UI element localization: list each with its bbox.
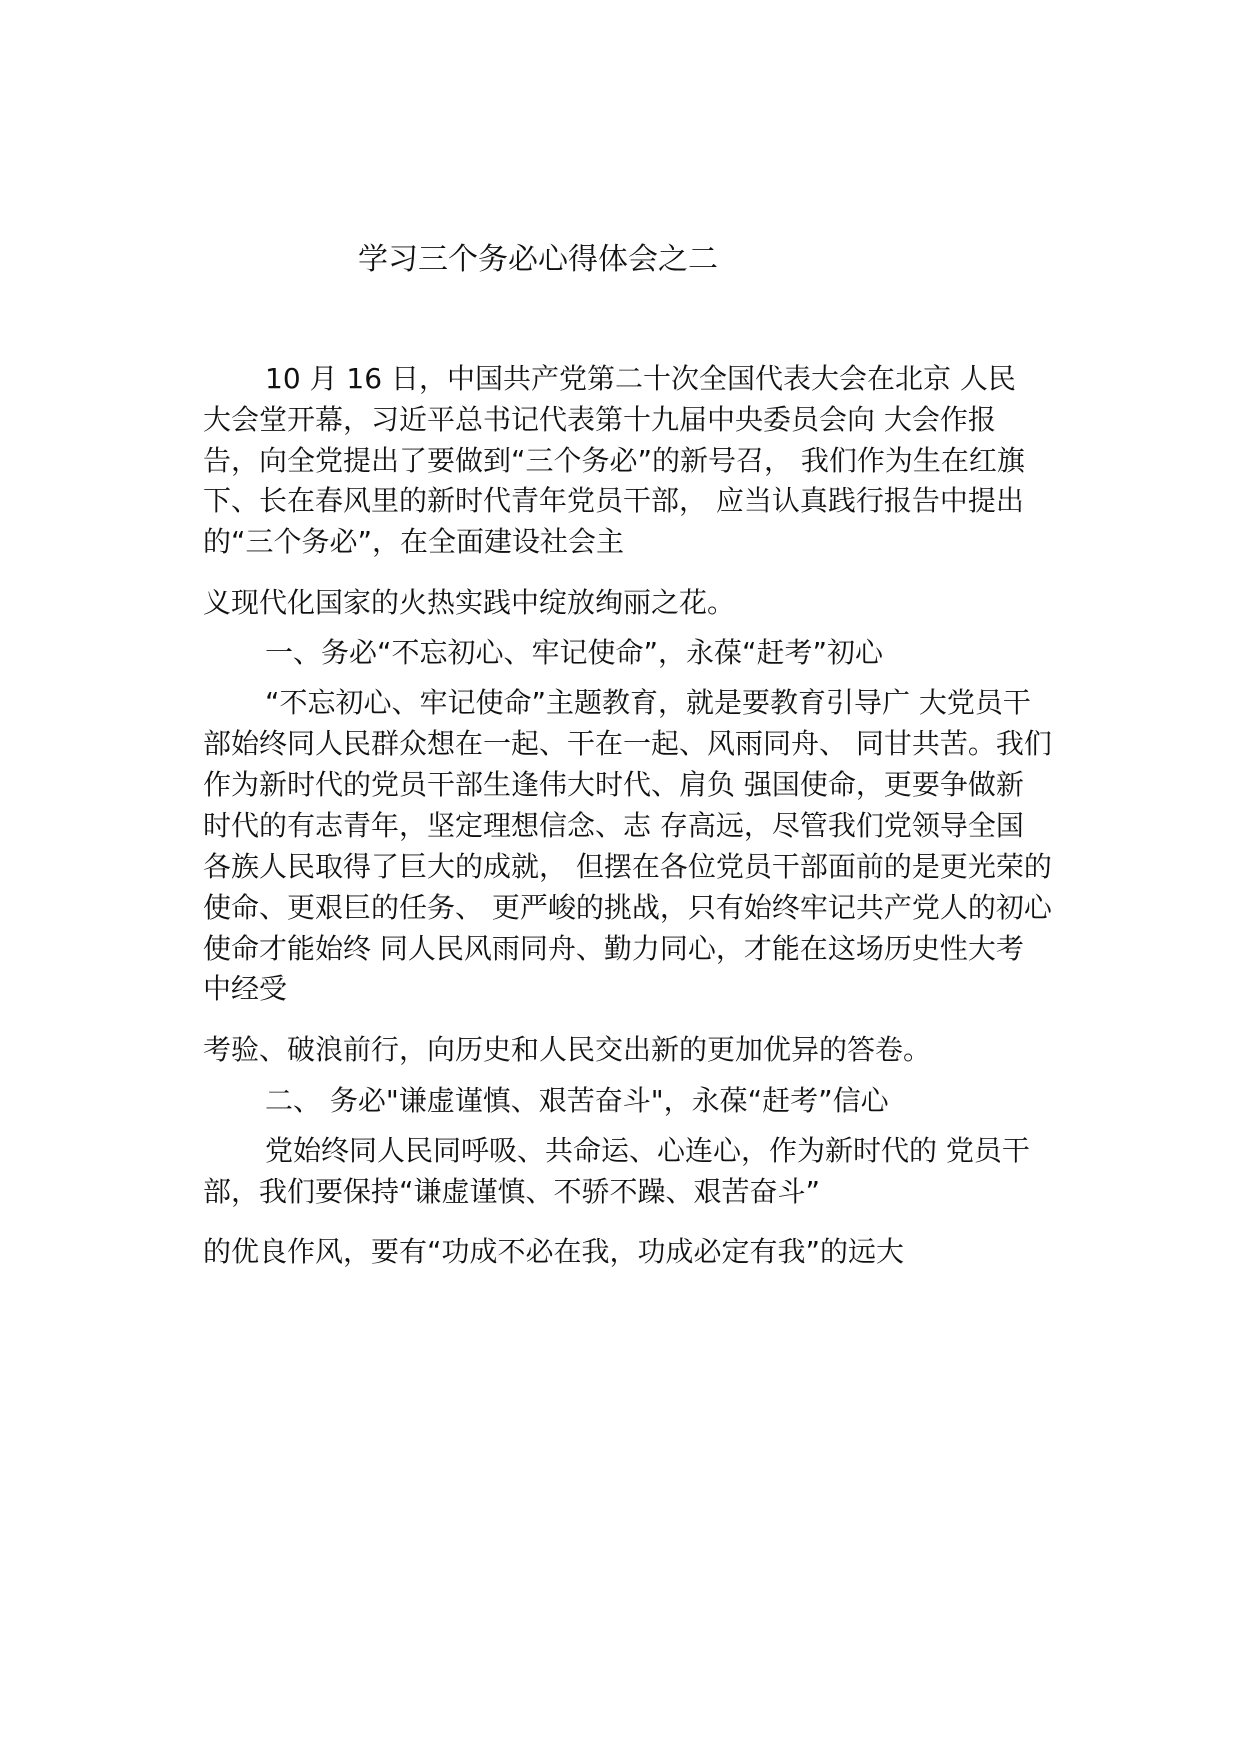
paragraph-1-line-2: 大会堂开幕，习近平总书记代表第十九届中央委员会向 大会作报 (203, 403, 996, 436)
paragraph-2-line-8: 中经受 (203, 972, 288, 1005)
paragraph-1-line-4: 下、长在春风里的新时代青年党员干部， 应当认真践行报告中提出 (203, 484, 1024, 517)
paragraph-1-line-1: 10 月 16 日，中国共产党第二十次全国代表大会在北京 人民 (265, 362, 1016, 395)
paragraph-2-line-7: 使命才能始终 同人民风雨同舟、勤力同心，才能在这场历史性大考 (203, 932, 1024, 965)
paragraph-2-line-6: 使命、更艰巨的任务、 更严峻的挑战，只有始终牢记共产党人的初心 (203, 891, 1052, 924)
paragraph-1-line-3: 告，向全党提出了要做到“三个务必”的新号召， 我们作为生在红旗 (203, 444, 1025, 477)
paragraph-2-line-3: 作为新时代的党员干部生逢伟大时代、肩负 强国使命，更要争做新 (203, 768, 1024, 801)
paragraph-2-line-9: 考验、破浪前行，向历史和人民交出新的更加优异的答卷。 (203, 1033, 932, 1066)
paragraph-3-line-1: 党始终同人民同呼吸、共命运、心连心，作为新时代的 党员干 (265, 1134, 1030, 1167)
paragraph-2-line-5: 各族人民取得了巨大的成就， 但摆在各位党员干部面前的是更光荣的 (203, 850, 1052, 883)
paragraph-3-line-2: 部，我们要保持“谦虚谨慎、不骄不躁、艰苦奋斗” (203, 1175, 821, 1208)
paragraph-1-line-5: 的“三个务必”，在全面建设社会主 (203, 525, 625, 558)
paragraph-2-line-4: 时代的有志青年，坚定理想信念、志 存高远，尽管我们党领导全国 (203, 809, 1024, 842)
section-heading-1: 一、务必“不忘初心、牢记使命”，永葆“赶考”初心 (265, 636, 884, 669)
section-heading-2: 二、 务必"谦虚谨慎、艰苦奋斗"，永葆“赶考”信心 (265, 1084, 889, 1117)
paragraph-2-line-2: 部始终同人民群众想在一起、干在一起、风雨同舟、 同甘共苦。我们 (203, 727, 1052, 760)
document-title: 学习三个务必心得体会之二 (358, 242, 718, 277)
paragraph-2-line-1: “不忘初心、牢记使命”主题教育，就是要教育引导广 大党员干 (265, 686, 1031, 719)
paragraph-1-line-6: 义现代化国家的火热实践中绽放绚丽之花。 (203, 586, 736, 619)
paragraph-3-line-3: 的优良作风，要有“功成不必在我，功成必定有我”的远大 (203, 1235, 905, 1268)
